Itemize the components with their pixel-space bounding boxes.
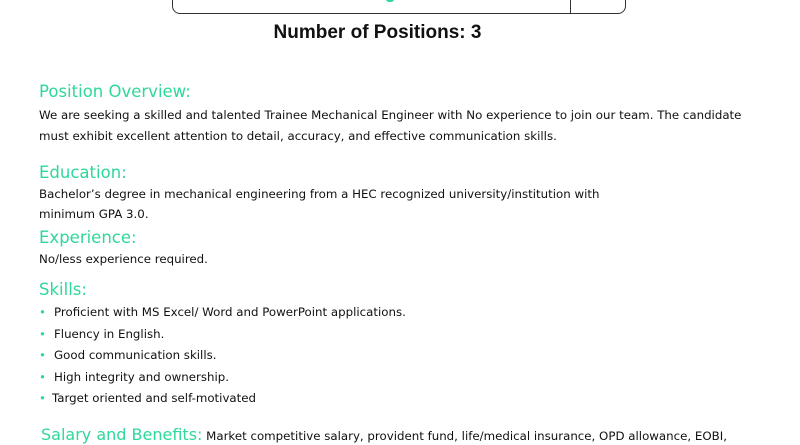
bullet-icon: • bbox=[39, 370, 46, 384]
skill-item bbox=[39, 370, 229, 384]
overview-line-1: We are seeking a skilled and talented Trainee Mechanical Engineer with No experience to join our team. The candidate bbox=[39, 108, 742, 122]
positions-count: Number of Positions: 3 bbox=[273, 22, 482, 43]
accent-mark bbox=[386, 0, 394, 2]
skill-text: Proficient with MS Excel/ Word and PowerPoint applications. bbox=[54, 305, 406, 319]
skill-text: Good communication skills. bbox=[54, 348, 217, 362]
divider bbox=[570, 0, 571, 13]
skill-item bbox=[39, 348, 217, 362]
bullet-icon: • bbox=[39, 391, 46, 405]
experience-text: No/less experience required. bbox=[39, 252, 208, 266]
education-heading: Education: bbox=[39, 163, 127, 182]
skill-item bbox=[39, 391, 256, 405]
skill-text: Fluency in English. bbox=[54, 327, 165, 341]
skill-text: High integrity and ownership. bbox=[54, 370, 230, 384]
experience-heading: Experience: bbox=[39, 228, 137, 247]
bullet-icon: • bbox=[39, 348, 46, 362]
education-line-2: minimum GPA 3.0. bbox=[39, 207, 149, 221]
skill-text: Target oriented and self-motivated bbox=[52, 391, 257, 405]
header-box bbox=[172, 0, 626, 14]
skills-heading: Skills: bbox=[39, 280, 87, 299]
bullet-icon: • bbox=[39, 327, 46, 341]
salary-text: Market competitive salary, provident fund, life/medical insurance, OPD allowance, EOBI, bbox=[206, 429, 727, 443]
education-line-1: Bachelor’s degree in mechanical engineering from a HEC recognized university/institution with bbox=[39, 187, 600, 201]
overview-line-2: must exhibit excellent attention to detail, accuracy, and effective communication skills. bbox=[39, 129, 557, 143]
salary-section bbox=[41, 425, 727, 444]
skill-item bbox=[39, 327, 164, 341]
overview-heading: Position Overview: bbox=[39, 82, 191, 101]
salary-heading: Salary and Benefits: bbox=[41, 425, 203, 444]
bullet-icon: • bbox=[39, 305, 46, 319]
skill-item bbox=[39, 305, 406, 319]
